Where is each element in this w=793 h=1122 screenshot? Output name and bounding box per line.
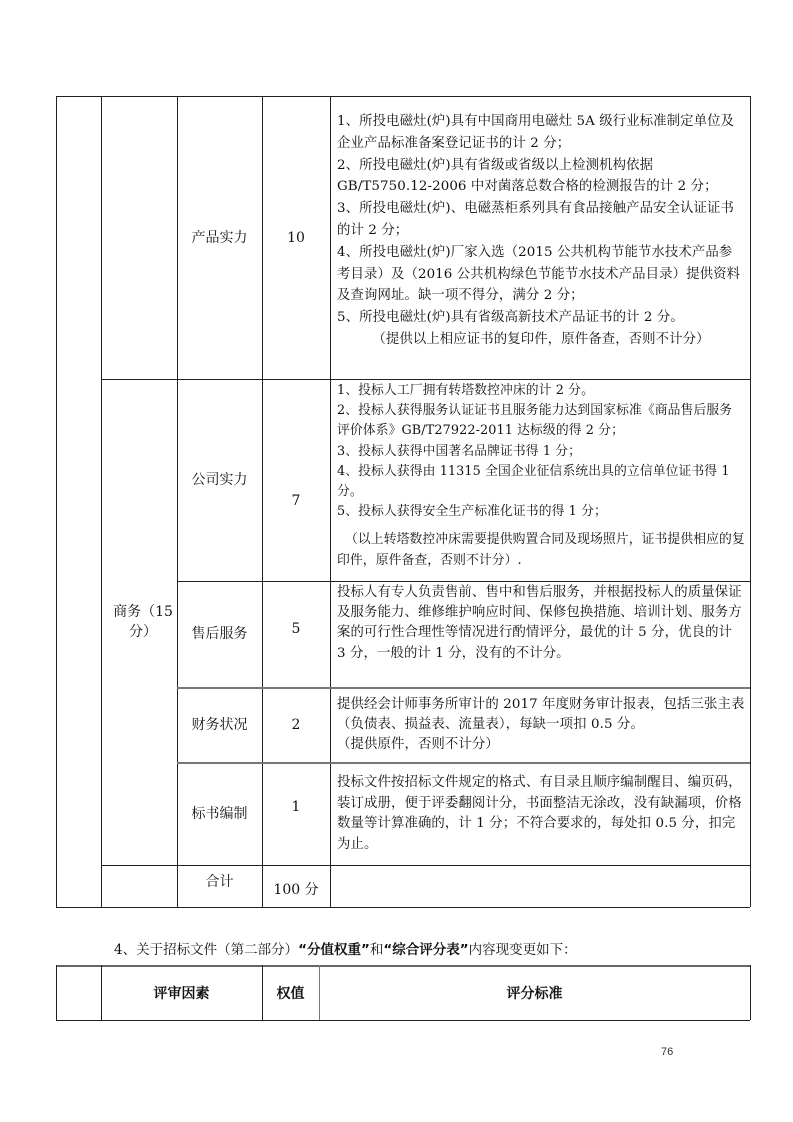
criteria-cell (337, 773, 745, 855)
weight-cell: 7 (291, 492, 301, 509)
factor-cell: 公司实力 (191, 472, 248, 488)
factor-cell: 标书编制 (191, 805, 248, 822)
criteria-line: （提供以上相应证书的复印件，原件备查，否则不计分） (372, 331, 710, 347)
criteria-cell (337, 111, 745, 351)
table-border-top (56, 96, 750, 97)
criteria-line: 3、投标人获得中国著名品牌证书得 1 分； (337, 443, 582, 459)
weight-cell: 5 (291, 621, 301, 637)
criteria-line: 投标文件按招标文件规定的格式、有目录且顺序编制醒目、编页码，装订成册，便于评委翻阅计分，书面整洁无涂改，没有缺漏项，价格数量等计算准确的，计 1 分；不符合要求的，每处扣 0.5 分，扣完为止。 (337, 775, 742, 852)
table-border-bottom (56, 1020, 750, 1021)
note-middle: 和 (369, 942, 384, 958)
criteria-line: 5、投标人获得安全生产标准化证书的得 1 分； (337, 504, 607, 520)
total-value: 100 分 (273, 882, 319, 898)
weight-cell: 1 (291, 799, 301, 815)
criteria-line: 提供经会计师事务所审计的 2017 年度财务审计报表，包括三张主表（负债表、损益表、流量表），每缺一项扣 0.5 分。 (337, 697, 745, 732)
note-prefix: 4、关于招标文件（第二部分） (114, 942, 299, 958)
factor-cell: 财务状况 (191, 716, 248, 733)
criteria-line: （以上转塔数控冲床需要提供购置合同及现场照片，证书提供相应的复印件，原件备查，否则不计分）. (337, 532, 745, 568)
factor-cell: 售后服务 (191, 626, 248, 642)
weight-cell: 10 (287, 229, 305, 246)
note-suffix: 内容现变更如下： (468, 942, 577, 958)
table-border-bottom (56, 907, 750, 908)
criteria-line: 2、所投电磁灶(炉)具有省级或省级以上检测机构依据GB/T5750.12-2006 中对菌落总数合格的检测报告的计 2 分； (337, 157, 718, 195)
table-border-left (56, 965, 57, 1020)
table-border-left (56, 96, 57, 907)
criteria-line: 1、投标人工厂拥有转塔数控冲床的计 2 分。 (337, 383, 594, 398)
factor-cell: 产品实力 (191, 229, 248, 246)
weight-cell: 2 (291, 716, 301, 733)
criteria-line: 4、所投电磁灶(炉)厂家入选（2015 公共机构节能节水技术产品参考目录）及（2016 公共机构绿色节能节水技术产品目录）提供资料及查询网址。缺一项不得分，满分 2 分； (337, 244, 741, 304)
criteria-line: 2、投标人获得服务认证证书且服务能力达到国家标准《商品售后服务评价体系》GB/T27922-2011 达标级的得 2 分； (337, 403, 733, 439)
group-label-business: 商务（15 分） (113, 604, 173, 640)
table-border-right (750, 965, 751, 1020)
header-factor: 评审因素 (153, 985, 210, 1002)
total-label: 合计 (205, 874, 234, 890)
criteria-line: 4、投标人获得由 11315 全国企业征信系统出具的立信单位证书得 1 分。 (337, 463, 730, 500)
header-criteria: 评分标准 (506, 985, 563, 1002)
criteria-line: 5、所投电磁灶(炉)具有省级高新技术产品证书的计 2 分。 (337, 310, 684, 326)
header-weight: 权值 (276, 985, 305, 1002)
criteria-line: 3、所投电磁灶(炉)、电磁蒸柜系列具有食品接触产品安全认证证书的计 2 分； (337, 201, 735, 238)
criteria-cell (337, 583, 745, 664)
page-number: 76 (661, 1046, 674, 1058)
criteria-cell (337, 695, 745, 755)
criteria-cell (337, 381, 745, 571)
column-divider (330, 96, 331, 907)
note-bold-weight: “分值权重” (298, 942, 370, 958)
column-divider (101, 96, 102, 907)
criteria-line: 1、所投电磁灶(炉)具有中国商用电磁灶 5A 级行业标准制定单位及企业产品标准备案登记证书的计 2 分； (337, 114, 735, 151)
change-note (114, 938, 577, 958)
criteria-line: （提供原件，否则不计分） (337, 737, 499, 752)
criteria-line: 投标人有专人负责售前、售中和售后服务，并根据投标人的质量保证及服务能力、维修维护响应时间、保修包换措施、培训计划、服务方案的可行性合理性等情况进行酌情评分，最优的计 5 分，优良的计 3 分，一般的计 1 分，没有的不计分。 (337, 585, 742, 661)
table-border-right (750, 96, 751, 907)
note-bold-table: “综合评分表” (383, 942, 469, 958)
